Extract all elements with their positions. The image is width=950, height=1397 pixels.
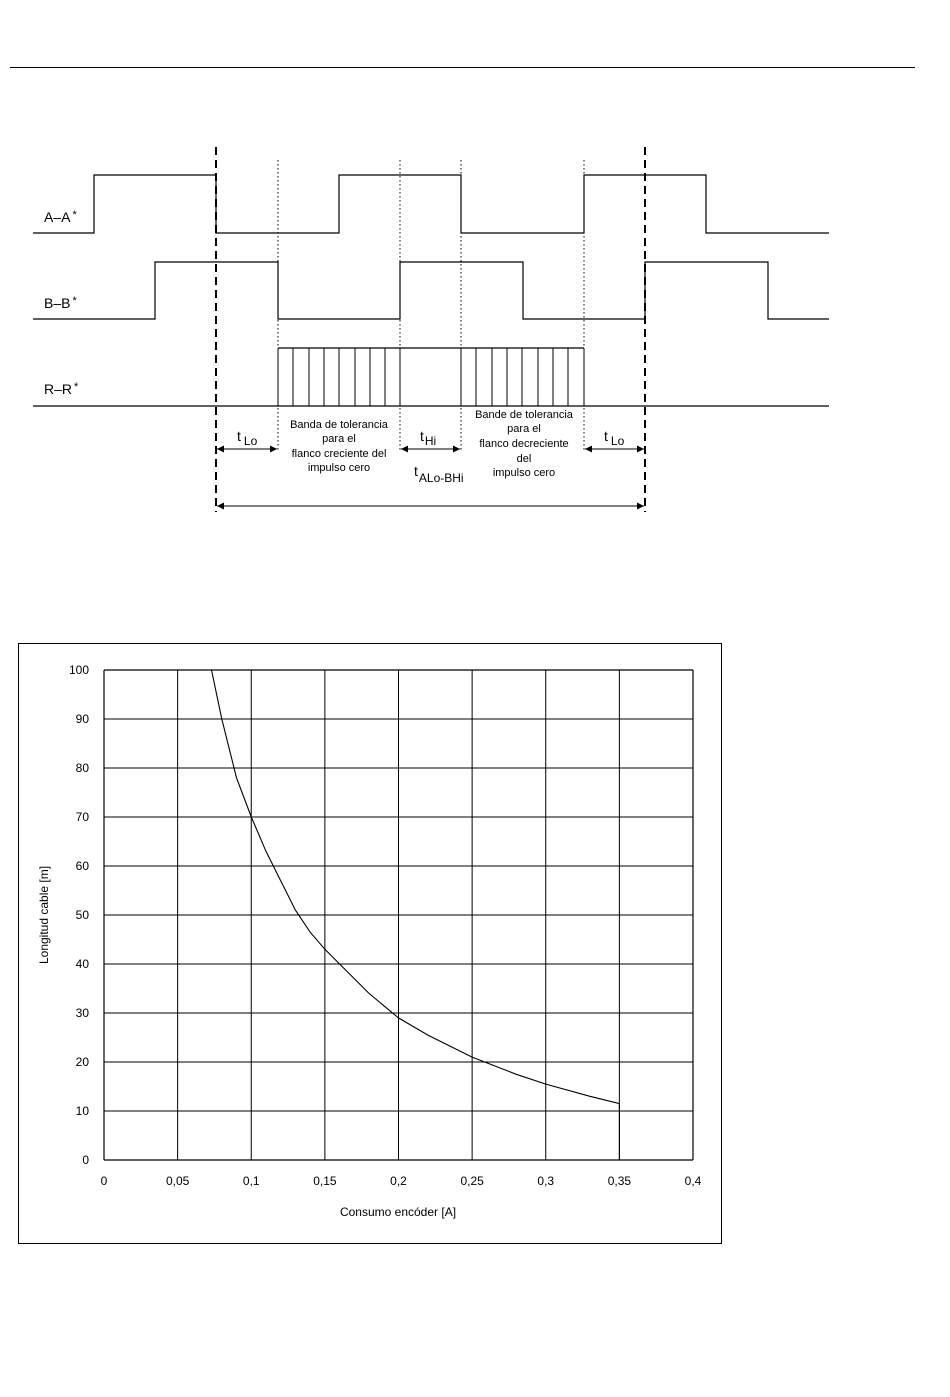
x-tick-labels bbox=[101, 1174, 702, 1188]
label-t-alo-bhi: tALo-BHi bbox=[414, 463, 464, 485]
y-tick-label: 30 bbox=[75, 1006, 89, 1020]
y-tick-label: 10 bbox=[75, 1104, 89, 1118]
y-tick-labels bbox=[69, 663, 89, 1167]
y-axis-label: Longitud cable [m] bbox=[37, 865, 51, 965]
x-tick-label: 0,35 bbox=[607, 1174, 632, 1188]
y-tick-label: 20 bbox=[75, 1055, 89, 1069]
label-t-lo-left: t Lo bbox=[237, 428, 258, 448]
svg-text:impulso cero: impulso cero bbox=[492, 467, 556, 479]
x-tick-label: 0,2 bbox=[390, 1174, 407, 1188]
cable-length-chart bbox=[18, 643, 722, 1244]
x-tick-label: 0,05 bbox=[165, 1174, 190, 1188]
y-tick-label: 50 bbox=[75, 908, 89, 922]
label-t-hi: tHi bbox=[420, 428, 437, 448]
svg-text:para el: para el bbox=[507, 423, 541, 435]
chart-grid bbox=[104, 670, 693, 1160]
signal-label-r: R–R * bbox=[44, 381, 79, 397]
signal-label-b: B–B * bbox=[44, 295, 77, 311]
x-tick-label: 0,3 bbox=[537, 1174, 555, 1188]
x-tick-label: 0,1 bbox=[242, 1174, 260, 1188]
label-t-lo-right: t Lo bbox=[604, 428, 625, 448]
svg-text:para el: para el bbox=[322, 433, 356, 445]
x-tick-label: 0 bbox=[100, 1174, 108, 1188]
signal-label-a: A–A * bbox=[44, 209, 77, 225]
band-falling-text bbox=[475, 409, 574, 479]
svg-text:del: del bbox=[516, 453, 532, 465]
x-tick-label: 0,25 bbox=[460, 1174, 484, 1188]
y-tick-label: 70 bbox=[75, 810, 89, 824]
svg-text:Banda de tolerancia: Banda de tolerancia bbox=[290, 419, 388, 431]
waveform-b bbox=[33, 262, 829, 319]
y-tick-label: 60 bbox=[75, 859, 89, 873]
tolerance-band-rising bbox=[278, 348, 400, 406]
x-axis-label: Consumo encóder [A] bbox=[339, 1205, 457, 1219]
svg-text:flanco creciente del: flanco creciente del bbox=[291, 448, 387, 460]
svg-text:impulso cero: impulso cero bbox=[307, 462, 371, 474]
y-tick-label: 80 bbox=[75, 761, 89, 775]
timing-diagram bbox=[0, 0, 950, 560]
tolerance-band-falling bbox=[461, 348, 584, 406]
band-rising-text bbox=[290, 419, 389, 474]
y-tick-label: 90 bbox=[75, 712, 89, 726]
x-tick-label: 0,15 bbox=[313, 1174, 337, 1188]
svg-text:Bande de tolerancia: Bande de tolerancia bbox=[475, 409, 573, 421]
x-tick-label: 0,4 bbox=[684, 1174, 702, 1188]
svg-text:flanco decreciente: flanco decreciente bbox=[479, 438, 569, 450]
y-tick-label: 0 bbox=[82, 1153, 89, 1167]
y-tick-label: 40 bbox=[75, 957, 89, 971]
y-tick-label: 100 bbox=[68, 663, 89, 677]
waveform-a bbox=[33, 175, 829, 233]
